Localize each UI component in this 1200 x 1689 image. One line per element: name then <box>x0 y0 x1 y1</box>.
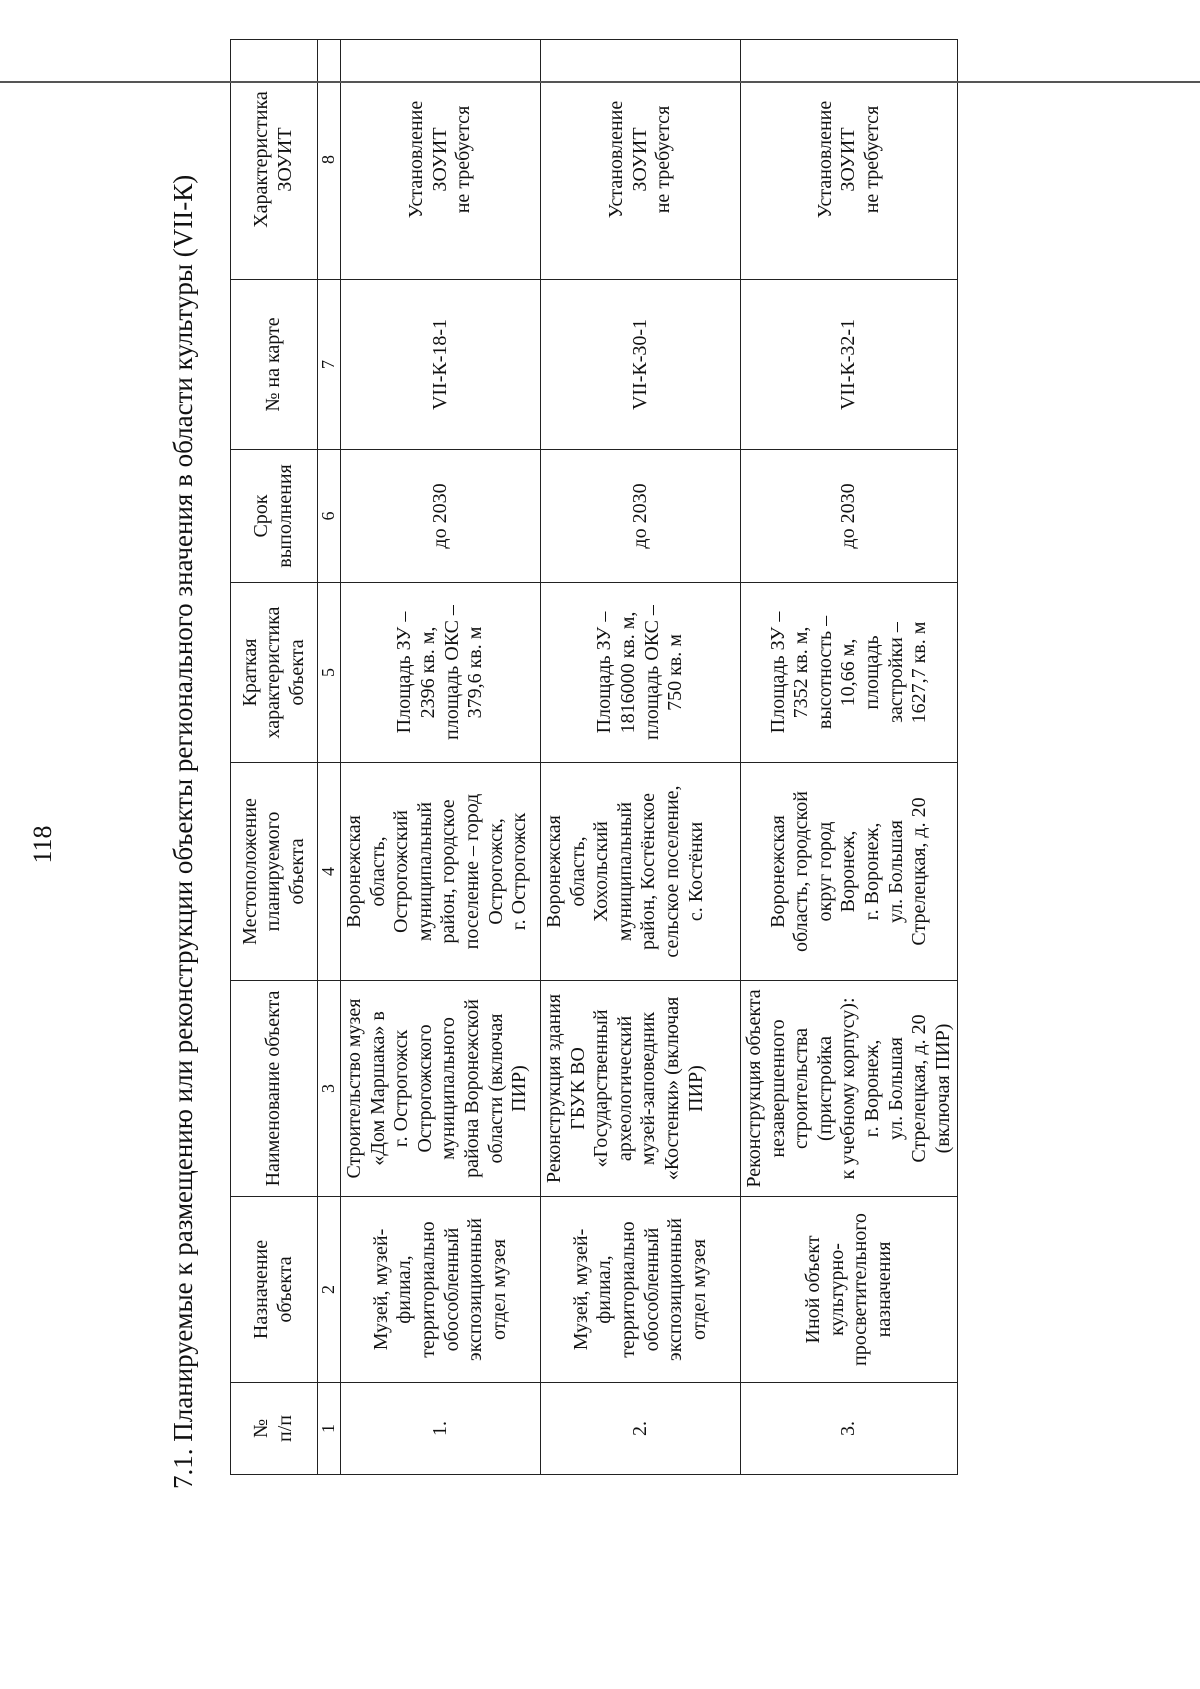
column-number: 2 <box>318 1197 341 1383</box>
column-number-row <box>318 40 341 1475</box>
object-location: Воронежская область, городской округ город Воронеж, г. Воронеж, ул. Большая Стрелецкая, д. 20 <box>741 763 958 981</box>
object-deadline: до 2030 <box>541 450 741 583</box>
object-deadline: до 2030 <box>741 450 958 583</box>
object-zouit: Установление ЗОУИТ не требуется <box>341 40 541 280</box>
header-cell-map-number: № на карте <box>231 280 318 450</box>
column-number: 5 <box>318 583 341 763</box>
row-number: 1. <box>341 1383 541 1475</box>
column-number: 6 <box>318 450 341 583</box>
column-number: 1 <box>318 1383 341 1475</box>
table-header-row <box>231 40 318 1475</box>
page-bottom-rule <box>0 81 1200 83</box>
table-row <box>741 40 958 1475</box>
column-number: 8 <box>318 40 341 280</box>
object-purpose: Иной объект культурно- просветительного назначения <box>741 1197 958 1383</box>
header-cell-zouit: Характеристика ЗОУИТ <box>231 40 318 280</box>
header-cell-deadline: Срок выполнения <box>231 450 318 583</box>
header-cell-characteristics: Краткая характеристика объекта <box>231 583 318 763</box>
header-cell-name: Наименование объекта <box>231 981 318 1197</box>
table-row <box>541 40 741 1475</box>
column-number: 3 <box>318 981 341 1197</box>
object-location: Воронежская область, Острогожский муниципальный район, городское поселение – город Острогожск, г. Острогожск <box>341 763 541 981</box>
header-cell-location: Местоположение планируемого объекта <box>231 763 318 981</box>
object-map-number: VII-К-32-1 <box>741 280 958 450</box>
object-name: Реконструкция объекта незавершенного строительства (пристройка к учебному корпусу): г. Воронеж, ул. Большая Стрелецкая, д. 20 (включая ПИР) <box>741 981 958 1197</box>
object-location: Воронежская область, Хохольский муниципальный район, Костёнское сельское поселение, с. Костёнки <box>541 763 741 981</box>
object-name: Реконструкция здания ГБУК ВО «Государственный археологический музей-заповедник «Костенки» (включая ПИР) <box>541 981 741 1197</box>
table-title: 7.1. Планируемые к размещению или реконструкции объекты регионального значения в области культуры (VII-К) <box>168 174 198 1489</box>
objects-table <box>230 39 958 1475</box>
object-map-number: VII-К-30-1 <box>541 280 741 450</box>
object-zouit: Установление ЗОУИТ не требуется <box>541 40 741 280</box>
table-row <box>341 40 541 1475</box>
column-number: 7 <box>318 280 341 450</box>
row-number: 3. <box>741 1383 958 1475</box>
object-purpose: Музей, музей- филиал, территориально обособленный экспозиционный отдел музея <box>541 1197 741 1383</box>
object-deadline: до 2030 <box>341 450 541 583</box>
header-cell-number: № п/п <box>231 1383 318 1475</box>
column-number: 4 <box>318 763 341 981</box>
object-zouit: Установление ЗОУИТ не требуется <box>741 40 958 280</box>
page-number: 118 <box>28 825 57 864</box>
header-cell-purpose: Назначение объекта <box>231 1197 318 1383</box>
object-characteristics: Площадь ЗУ – 2396 кв. м, площадь ОКС – 379,6 кв. м <box>341 583 541 763</box>
row-number: 2. <box>541 1383 741 1475</box>
object-characteristics: Площадь ЗУ – 7352 кв. м, высотность – 10,66 м, площадь застройки – 1627,7 кв. м <box>741 583 958 763</box>
object-map-number: VII-К-18-1 <box>341 280 541 450</box>
object-characteristics: Площадь ЗУ – 1816000 кв. м, площадь ОКС – 750 кв. м <box>541 583 741 763</box>
object-purpose: Музей, музей- филиал, территориально обособленный экспозиционный отдел музея <box>341 1197 541 1383</box>
object-name: Строительство музея «Дом Маршака» в г. Острогожск Острогожского муниципального района Воронежской области (включая ПИР) <box>341 981 541 1197</box>
